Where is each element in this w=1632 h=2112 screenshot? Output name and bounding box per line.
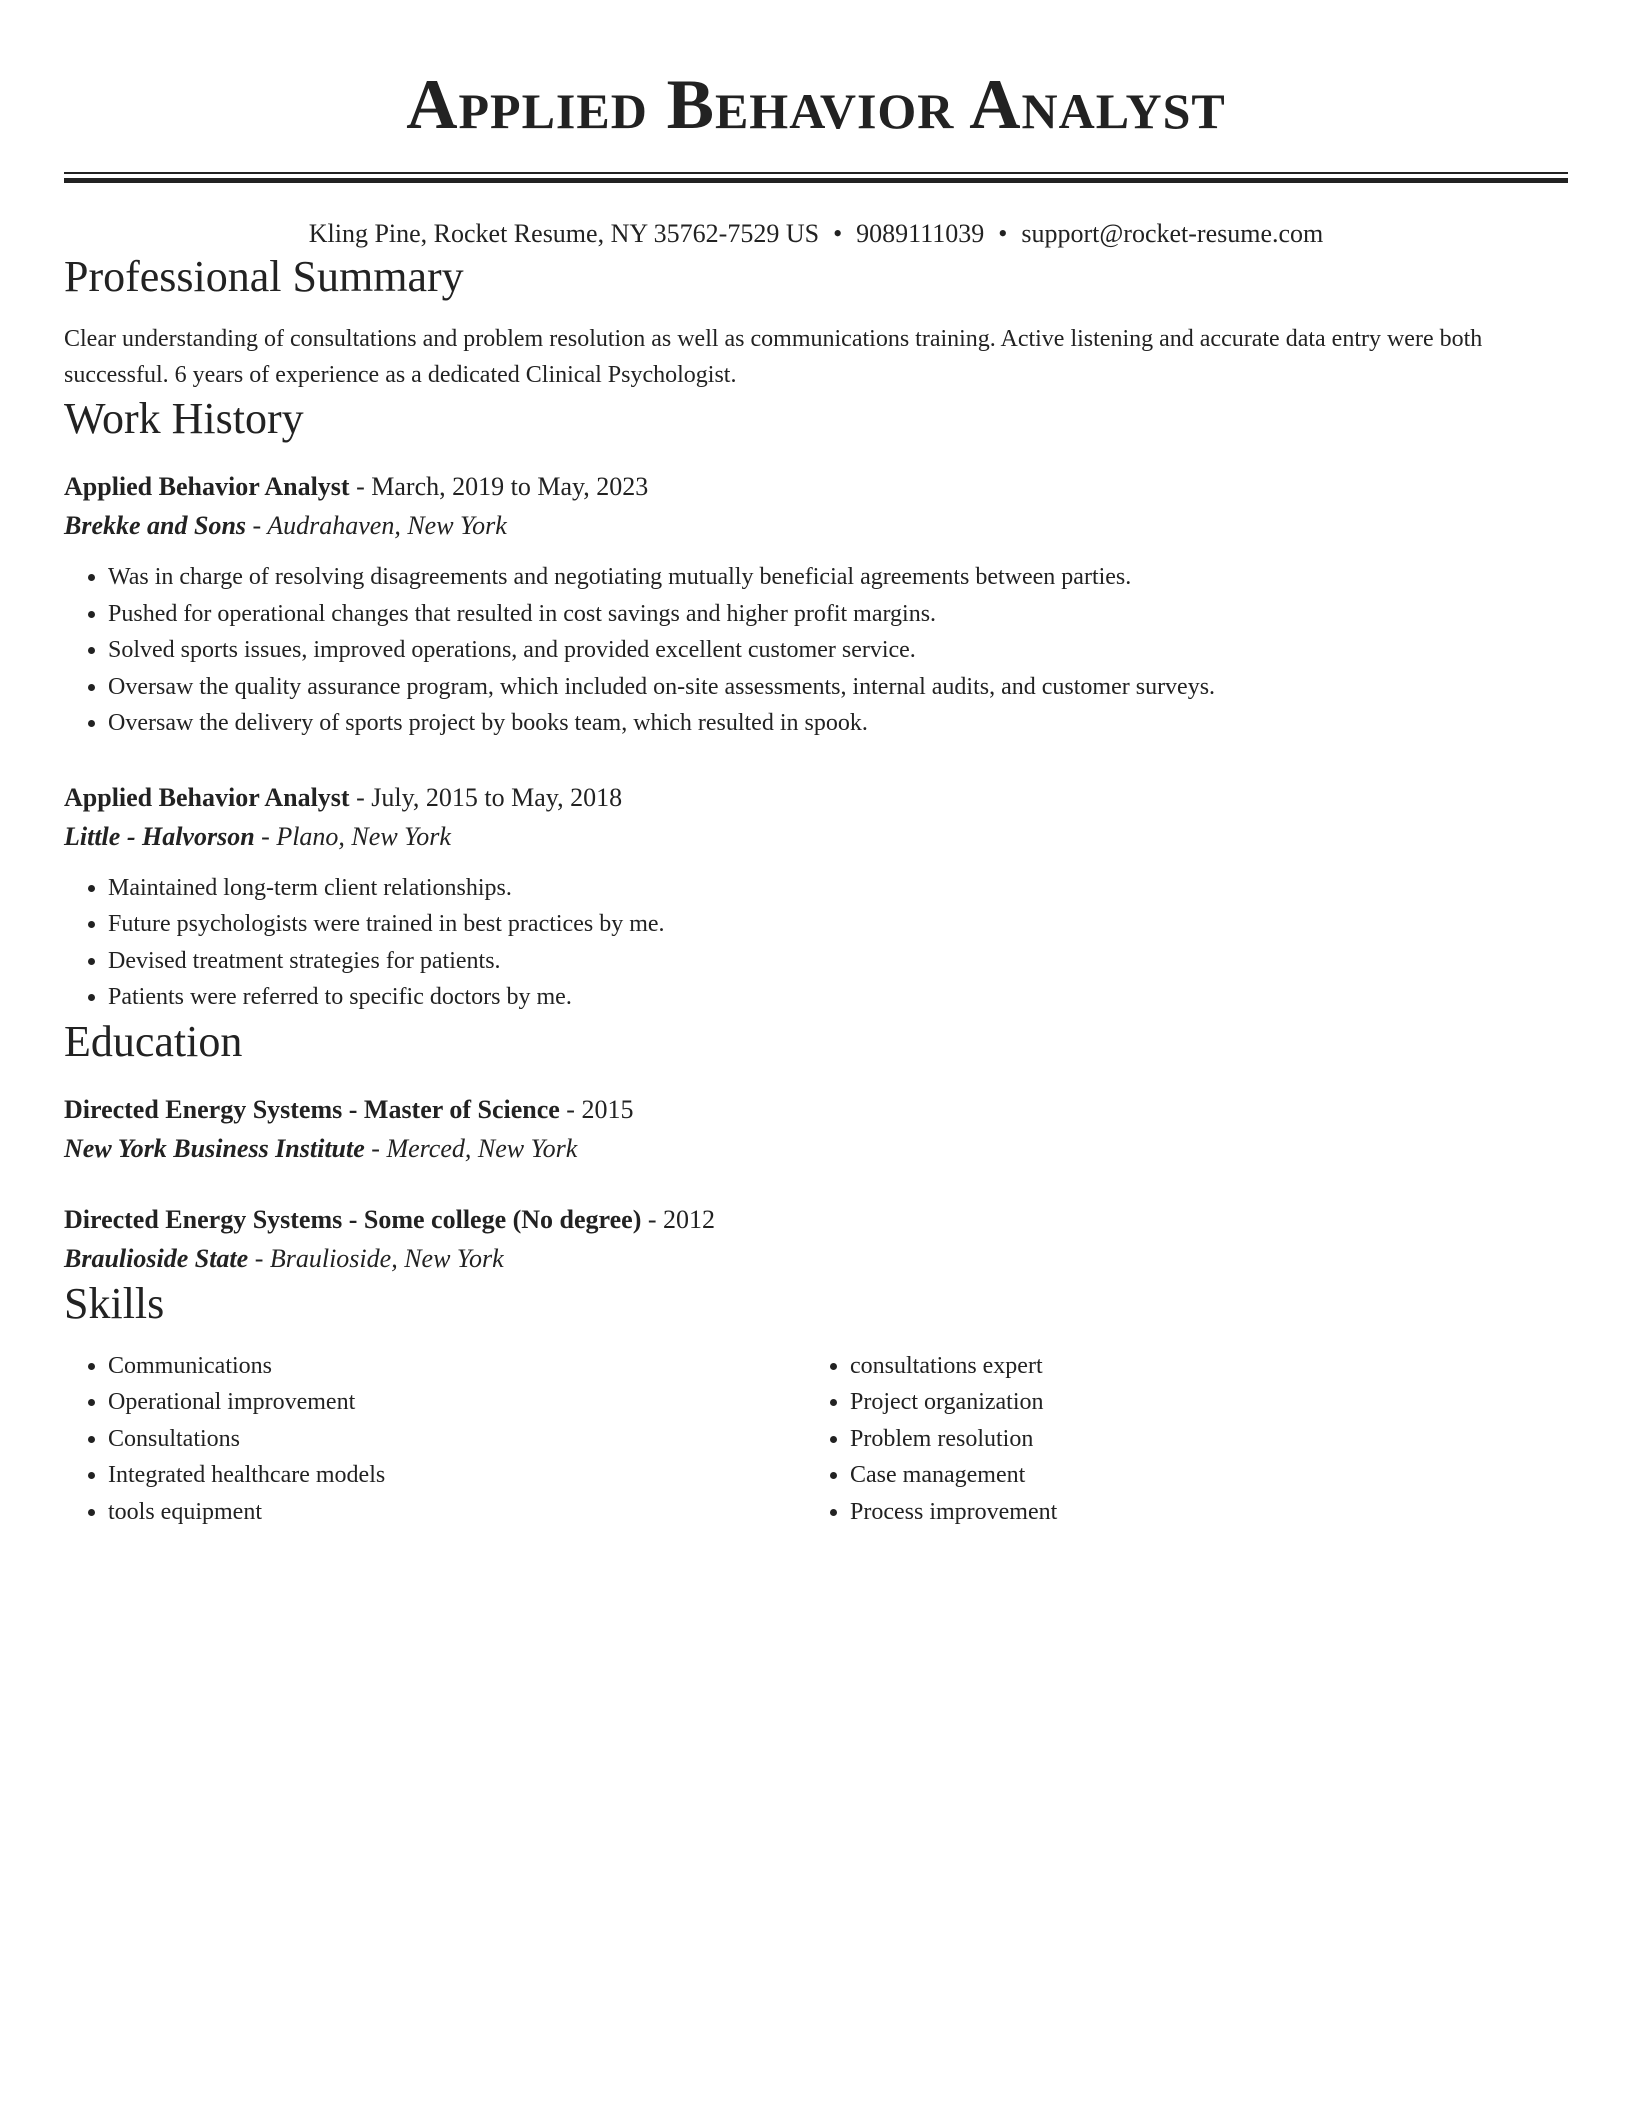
education-year: - 2015 [559, 1094, 634, 1124]
skill-item: • consultations expert [850, 1348, 1548, 1385]
job-location: - Plano, New York [254, 821, 451, 851]
job-bullet: • Maintained long-term client relationships. [108, 870, 1568, 907]
skill-item: • Communications [108, 1348, 806, 1385]
contact-email: support@rocket-resume.com [1021, 219, 1324, 248]
skills-grid [64, 1348, 1568, 1531]
skill-item: • Operational improvement [108, 1384, 806, 1421]
job-entry [64, 467, 1568, 742]
skill-item: • Integrated healthcare models [108, 1457, 806, 1494]
job-bullet: • Patients were referred to specific doctors by me. [108, 979, 1568, 1016]
job-company-line [64, 507, 1568, 545]
skill-item: • Project organization [850, 1384, 1548, 1421]
education-degree-line [64, 1090, 1568, 1130]
job-bullet: • Pushed for operational changes that resulted in cost savings and higher profit margins. [108, 596, 1568, 633]
job-bullet: • Oversaw the quality assurance program, which included on-site assessments, internal audits, and customer surveys. [108, 669, 1568, 706]
contact-line [64, 217, 1568, 251]
summary-heading: Professional Summary [64, 252, 464, 301]
job-dates: - March, 2019 to May, 2023 [349, 472, 649, 501]
skills-list [64, 1348, 806, 1531]
skill-item: • Consultations [108, 1421, 806, 1458]
education-year: - 2012 [641, 1204, 716, 1234]
education-location: - Braulioside, New York [248, 1243, 504, 1273]
job-title: Applied Behavior Analyst [64, 782, 350, 812]
title-divider [64, 172, 1568, 183]
job-bullets [64, 870, 1568, 1016]
education-degree: Directed Energy Systems - Some college (No degree) [64, 1204, 642, 1234]
education-degree: Directed Energy Systems - Master of Science [64, 1094, 560, 1124]
education-degree-line [64, 1200, 1568, 1240]
skills-column-right [806, 1348, 1548, 1531]
education-school: Braulioside State [64, 1243, 249, 1273]
education-location: - Merced, New York [364, 1133, 578, 1163]
skills-list [806, 1348, 1548, 1531]
job-title-line [64, 778, 1568, 818]
skill-item: • Problem resolution [850, 1421, 1548, 1458]
contact-address: Kling Pine, Rocket Resume, NY 35762-7529 US [308, 219, 820, 248]
resume-title: Applied Behavior Analyst [406, 66, 1226, 144]
job-company-line [64, 818, 1568, 856]
skill-item: • Case management [850, 1457, 1548, 1494]
education-entry [64, 1090, 1568, 1168]
job-bullet: • Solved sports issues, improved operations, and provided excellent customer service. [108, 632, 1568, 669]
summary-text: Clear understanding of consultations and problem resolution as well as communications training. Active listening and accurate data entry were both successful. 6 years of experience as a dedicated Clinical Psychologist. [64, 326, 1483, 388]
education-school: New York Business Institute [64, 1133, 365, 1163]
education-school-line [64, 1240, 1568, 1278]
skills-heading: Skills [64, 1278, 165, 1328]
contact-phone: 9089111039 [856, 219, 985, 248]
job-bullet: • Oversaw the delivery of sports project by books team, which resulted in spook. [108, 705, 1568, 742]
job-title-line [64, 467, 1568, 507]
job-bullets [64, 559, 1568, 742]
contact-separator: • [998, 219, 1008, 248]
education-school-line [64, 1130, 1568, 1168]
education-entry [64, 1200, 1568, 1278]
job-entry [64, 778, 1568, 1016]
contact-separator: • [833, 219, 843, 248]
skill-item: • Process improvement [850, 1494, 1548, 1531]
job-company: Little - Halvorson [64, 821, 255, 851]
education-heading: Education [64, 1016, 243, 1066]
job-bullet: • Devised treatment strategies for patients. [108, 943, 1568, 980]
job-dates: - July, 2015 to May, 2018 [349, 782, 623, 812]
job-bullet: • Was in charge of resolving disagreements and negotiating mutually beneficial agreements between parties. [108, 559, 1568, 596]
skill-item: • tools equipment [108, 1494, 806, 1531]
skills-column-left [64, 1348, 806, 1531]
job-company: Brekke and Sons [64, 511, 247, 540]
job-bullet: • Future psychologists were trained in best practices by me. [108, 906, 1568, 943]
job-location: - Audrahaven, New York [246, 511, 507, 540]
work-history-heading: Work History [64, 394, 304, 443]
job-title: Applied Behavior Analyst [64, 472, 350, 501]
